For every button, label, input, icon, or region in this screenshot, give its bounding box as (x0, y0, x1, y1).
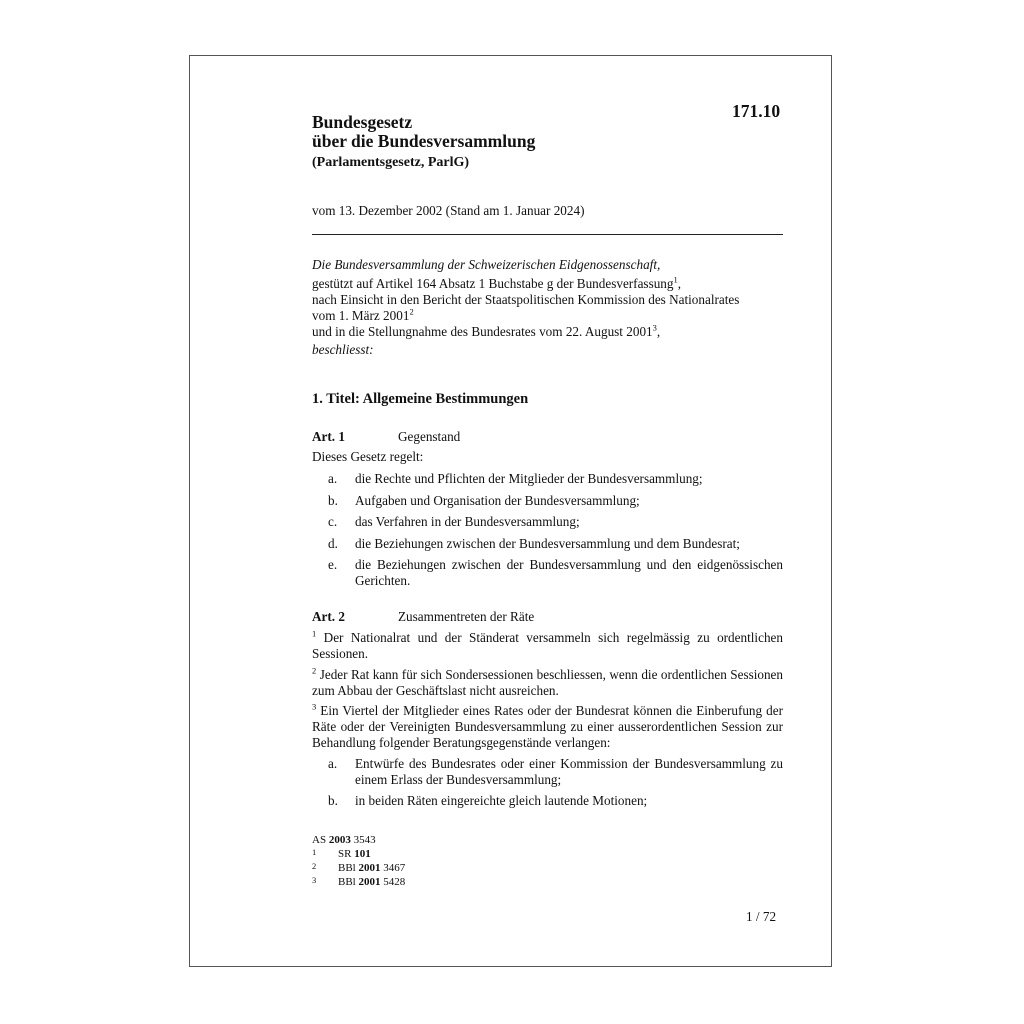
article-2-paragraph-2 (312, 667, 783, 699)
preamble-line2: nach Einsicht in den Bericht der Staatspolitischen Kommission des Nationalrates (312, 292, 740, 307)
footnote-bold: 101 (354, 848, 371, 860)
item-text: die Beziehungen zwischen der Bundesversammlung und dem Bundesrat; (355, 536, 740, 551)
preamble-line1-text: gestützt auf Artikel 164 Absatz 1 Buchstabe g der Bundesverfassung (312, 276, 674, 291)
preamble-line3 (312, 308, 414, 324)
footnote-text[interactable] (338, 877, 405, 889)
as-prefix: AS (312, 834, 327, 846)
article-2-paragraph-3 (312, 703, 783, 751)
item-marker: a. (328, 756, 338, 771)
item-text: in beiden Räten eingereichte gleich lautende Motionen; (355, 793, 648, 808)
article-2-paragraph-1 (312, 630, 783, 662)
preamble-line4-end: , (656, 324, 661, 339)
footnote-text[interactable] (338, 863, 405, 875)
footnote-number: 2 (312, 861, 317, 871)
preamble-line4-text: und in die Stellungnahme des Bundesrates vom 22. August 2001 (312, 324, 653, 339)
law-short-title: (Parlamentsgesetz, ParlG) (312, 155, 470, 170)
law-title-line2: über die Bundesversammlung (312, 131, 536, 151)
preamble-line4 (312, 324, 660, 340)
resolves-text: beschliesst: (312, 342, 374, 357)
item-marker: e. (328, 557, 338, 572)
as-page: 3543 (353, 834, 376, 846)
item-marker: b. (328, 793, 338, 808)
footnote-bold: 2001 (358, 876, 381, 888)
footnote-prefix: BBl (338, 876, 356, 888)
paragraph-text: Der Nationalrat und der Ständerat versammeln sich regelmässig zu ordentlichen Sessionen. (312, 630, 783, 661)
footnote-ref-3[interactable]: 3 (652, 322, 657, 333)
enacting-body: Die Bundesversammlung der Schweizerischen Eidgenossenschaft, (312, 257, 661, 272)
footnote-rest: 5428 (383, 876, 406, 888)
article-1-heading: Gegenstand (398, 429, 461, 444)
footnote-prefix: BBl (338, 862, 356, 874)
as-year: 2003 (328, 834, 351, 846)
item-marker: b. (328, 493, 338, 508)
section-title: 1. Titel: Allgemeine Bestimmungen (312, 391, 529, 407)
preamble-line3-text: vom 1. März 2001 (312, 308, 410, 323)
article-1-number: Art. 1 (312, 429, 345, 444)
footnote-number: 3 (312, 875, 317, 885)
paragraph-text: Ein Viertel der Mitglieder eines Rates oder der Bundesrat können die Einberufung der Räte oder der Vereinigten Bundesversammlung zu einer ausserordentlichen Session zur Behandlung folgender Beratungsgegenstände verlangen: (312, 703, 783, 750)
footnote-ref-2[interactable]: 2 (409, 306, 414, 317)
item-text: Entwürfe des Bundesrates oder einer Kommission der Bundesversammlung zu einem Erlass der Bundesversammlung; (355, 756, 783, 787)
footnote-rest: 3467 (383, 862, 406, 874)
footnote-bold: 2001 (358, 862, 381, 874)
paragraph-text: Jeder Rat kann für sich Sondersessionen beschliessen, wenn die ordentlichen Sessionen zum Abbau der Geschäftslast nicht ausreichen. (312, 667, 784, 698)
law-title-line1: Bundesgesetz (312, 112, 413, 132)
sr-number: 171.10 (732, 101, 781, 121)
article-2-heading: Zusammentreten der Räte (398, 609, 535, 624)
header-divider (312, 234, 783, 235)
preamble-line1 (312, 276, 681, 292)
item-text: das Verfahren in der Bundesversammlung; (355, 514, 580, 529)
paragraph-number: 3 (312, 701, 317, 712)
paragraph-number: 2 (312, 665, 317, 676)
item-text: die Beziehungen zwischen der Bundesversammlung und den eidgenössischen Gerichten. (355, 557, 783, 588)
paragraph-number: 1 (312, 628, 317, 639)
article-2-number: Art. 2 (312, 609, 345, 624)
footnote-text[interactable] (338, 849, 371, 861)
item-text: die Rechte und Pflichten der Mitglieder der Bundesversammlung; (355, 471, 703, 486)
footnote-ref-1[interactable]: 1 (673, 274, 678, 285)
article-1-intro: Dieses Gesetz regelt: (312, 449, 424, 464)
date-line: vom 13. Dezember 2002 (Stand am 1. Januar 2024) (312, 203, 585, 218)
item-marker: d. (328, 536, 338, 551)
preamble-line1-end: , (677, 276, 682, 291)
item-marker: c. (328, 514, 338, 529)
page-number: 1 / 72 (746, 909, 777, 924)
footnote-number: 1 (312, 847, 317, 857)
footnote-prefix: SR (338, 848, 352, 860)
item-text: Aufgaben und Organisation der Bundesversammlung; (355, 493, 640, 508)
document-page (189, 55, 832, 967)
as-reference (312, 835, 376, 847)
item-marker: a. (328, 471, 338, 486)
